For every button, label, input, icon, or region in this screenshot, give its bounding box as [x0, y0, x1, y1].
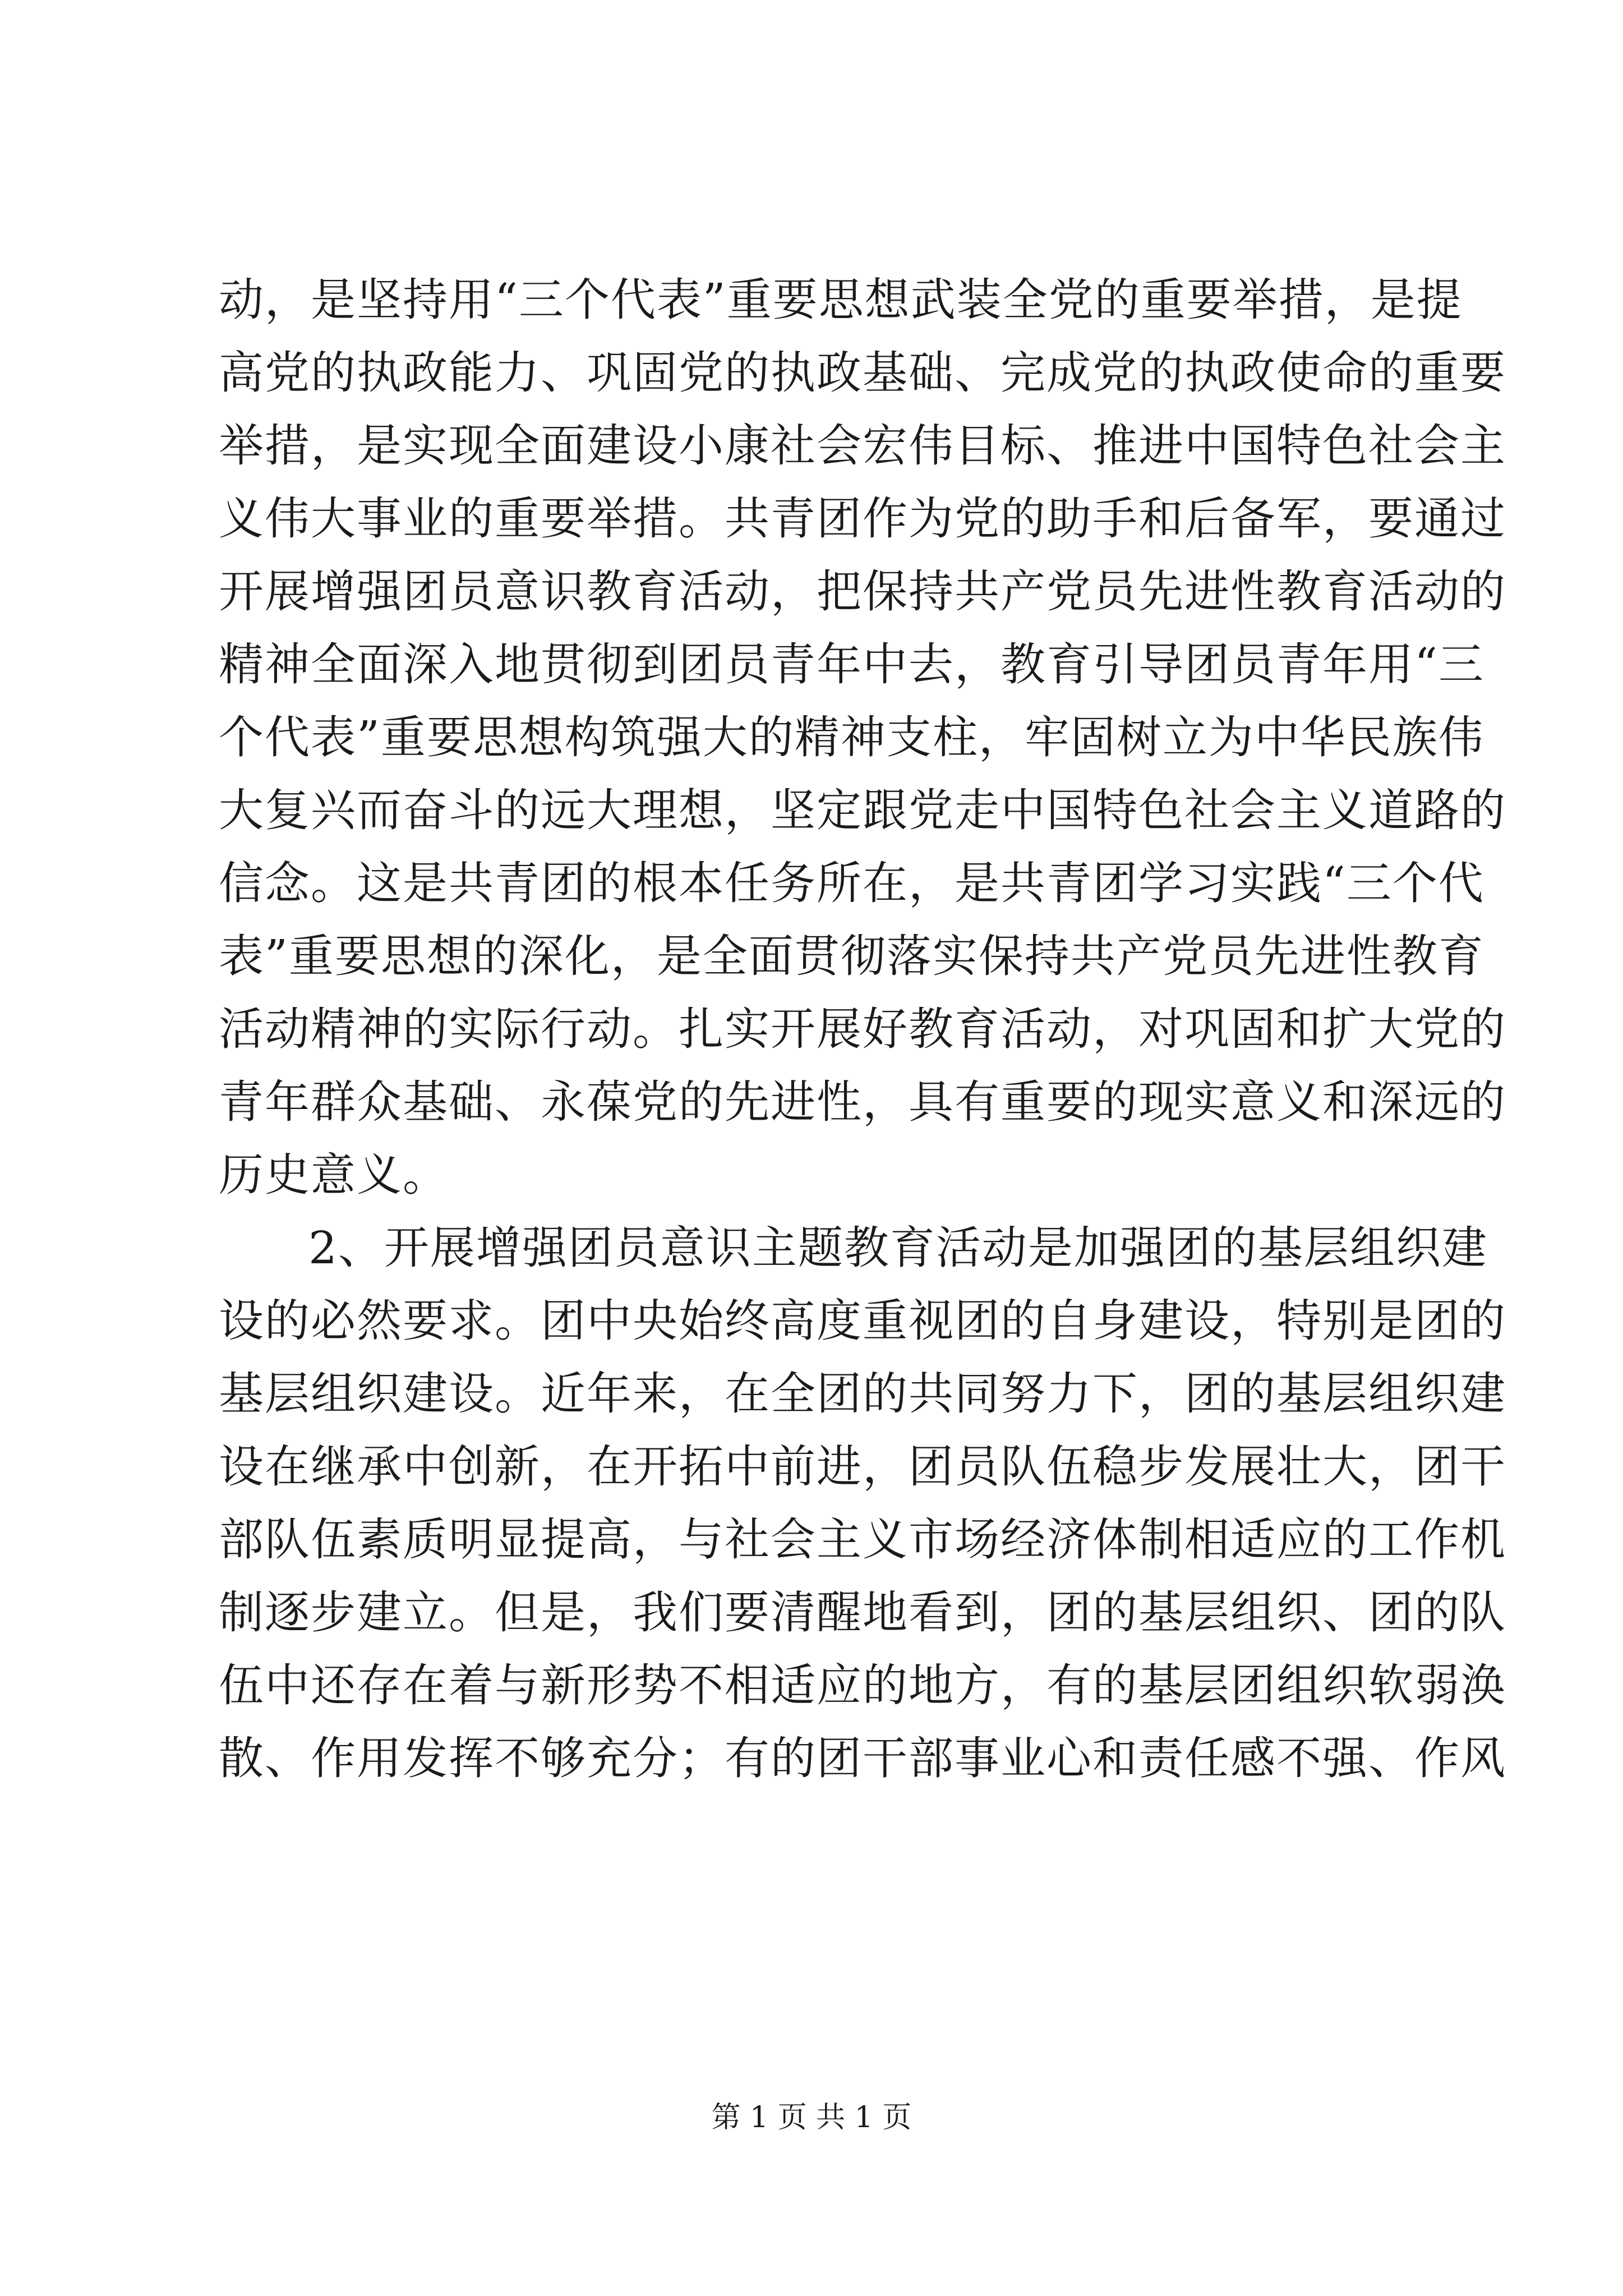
- text-line-20: 伍中还存在着与新形势不相适应的地方，有的基层团组织软弱涣: [219, 1659, 1506, 1711]
- text-line-3: 举措，是实现全面建设小康社会宏伟目标、推进中国特色社会主: [219, 420, 1506, 472]
- text-line-14: 2、开展增强团员意识主题教育活动是加强团的基层组织建: [308, 1222, 1488, 1274]
- text-line-17: 设在继承中创新，在开拓中前进，团员队伍稳步发展壮大，团干: [219, 1441, 1506, 1493]
- text-line-15: 设的必然要求。团中央始终高度重视团的自身建设，特别是团的: [219, 1295, 1506, 1347]
- text-line-9: 信念。这是共青团的根本任务所在，是共青团学习实践“三个代: [219, 857, 1484, 909]
- text-line-2: 高党的执政能力、巩固党的执政基础、完成党的执政使命的重要: [219, 347, 1506, 399]
- text-line-13: 历史意义。: [219, 1149, 449, 1201]
- text-line-7: 个代表”重要思想构筑强大的精神支柱，牢固树立为中华民族伟: [219, 711, 1484, 763]
- text-line-12: 青年群众基础、永葆党的先进性，具有重要的现实意义和深远的: [219, 1076, 1506, 1128]
- page-number-label: 第 1 页 共 1 页: [711, 2101, 912, 2134]
- text-line-1: 动，是坚持用“三个代表”重要思想武装全党的重要举措，是提: [219, 274, 1463, 326]
- text-line-16: 基层组织建设。近年来，在全团的共同努力下，团的基层组织建: [219, 1368, 1506, 1420]
- text-line-8: 大复兴而奋斗的远大理想，坚定跟党走中国特色社会主义道路的: [219, 784, 1506, 836]
- text-line-18: 部队伍素质明显提高，与社会主义市场经济体制相适应的工作机: [219, 1513, 1506, 1566]
- text-line-19: 制逐步建立。但是，我们要清醒地看到，团的基层组织、团的队: [219, 1586, 1506, 1639]
- text-line-4: 义伟大事业的重要举措。共青团作为党的助手和后备军，要通过: [219, 493, 1506, 545]
- page-footer: [0, 2095, 1623, 2140]
- text-line-5: 开展增强团员意识教育活动，把保持共产党员先进性教育活动的: [219, 565, 1506, 618]
- text-line-11: 活动精神的实际行动。扎实开展好教育活动，对巩固和扩大党的: [219, 1003, 1506, 1055]
- text-line-21: 散、作用发挥不够充分；有的团干部事业心和责任感不强、作风: [219, 1732, 1506, 1784]
- text-line-10: 表”重要思想的深化，是全面贯彻落实保持共产党员先进性教育: [219, 930, 1484, 982]
- text-line-6: 精神全面深入地贯彻到团员青年中去，教育引导团员青年用“三: [219, 638, 1484, 691]
